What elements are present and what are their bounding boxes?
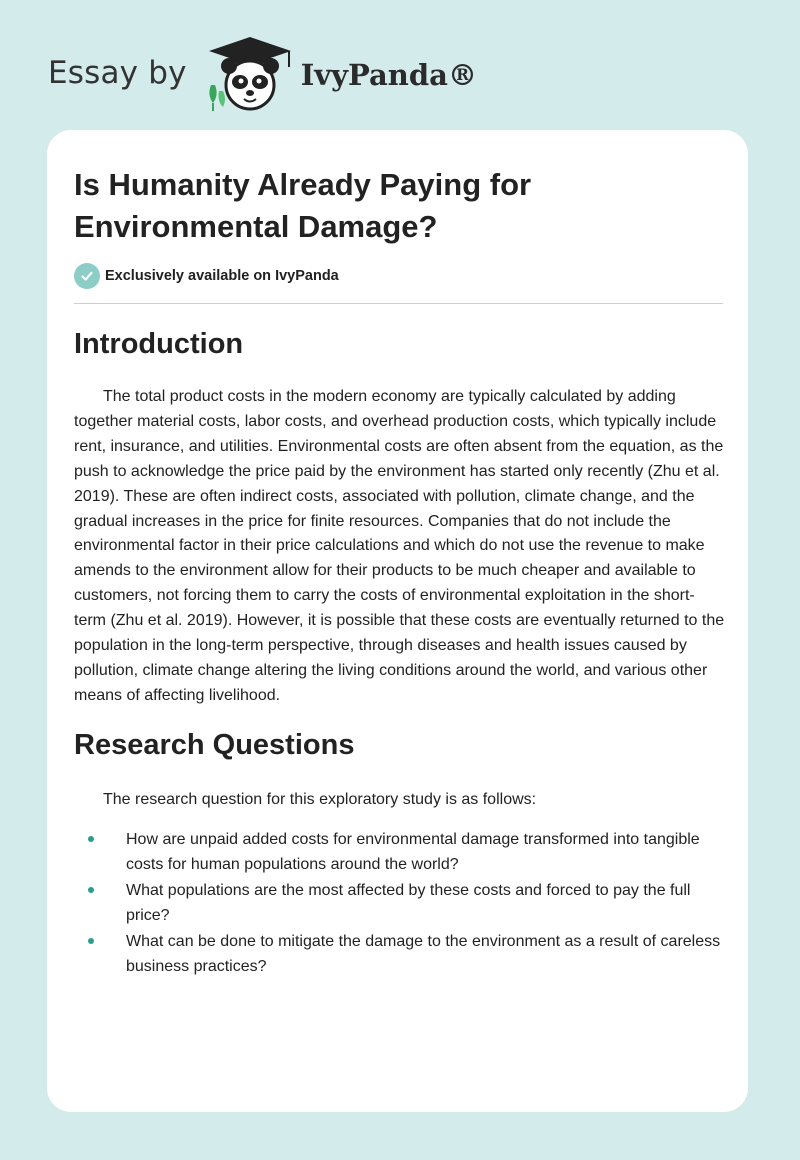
- research-questions-list: [74, 827, 724, 980]
- title-divider: [74, 303, 723, 304]
- list-item-text: What populations are the most affected by these costs and forced to pay the full price?: [126, 882, 691, 924]
- essay-card: [47, 130, 748, 1112]
- exclusive-label: Exclusively available on IvyPanda: [105, 268, 339, 284]
- essay-title: Is Humanity Already Paying for Environmental Damage?: [74, 167, 532, 244]
- list-item: [74, 878, 724, 928]
- introduction-paragraph: The total product costs in the modern economy are typically calculated by adding together material costs, labor costs, and overhead production costs, which typically include rent, insurance, and utilities. Environmental costs are often absent from the equation, as the push to acknowledge the price paid by the environment has started only recently (Zhu et al. 2019). These are often indirect costs, associated with pollution, climate change, and the gradual increases in the price for finite resources. Companies that do not include the environmental factor in their price calculations and which do not use the revenue to make amends to the environment allow for their products to be much cheaper and available to customers, not forcing them to carry the costs of environmental exploitation in the short-term (Zhu et al. 2019). However, it is possible that these costs are eventually returned to the population in the long-term perspective, through diseases and health issues caused by pollution, climate change altering the living conditions around the world, and various other means of affecting livelihood.: [74, 388, 725, 704]
- list-item: [74, 827, 724, 877]
- panda-logo-icon[interactable]: [205, 33, 295, 113]
- site-header: [48, 28, 477, 118]
- bullet-icon: [88, 938, 94, 944]
- brand-name[interactable]: IvyPanda®: [300, 58, 477, 92]
- research-questions-intro: The research question for this exploratory study is as follows:: [103, 791, 537, 808]
- exclusive-badge: [74, 263, 339, 289]
- list-item: [74, 929, 724, 979]
- section-heading-research-questions: Research Questions: [74, 729, 355, 761]
- section-heading-introduction: Introduction: [74, 328, 244, 360]
- essay-by-label: Essay by: [48, 55, 187, 91]
- check-circle-icon: [74, 263, 100, 289]
- bullet-icon: [88, 887, 94, 893]
- bullet-icon: [88, 836, 94, 842]
- list-item-text: How are unpaid added costs for environmental damage transformed into tangible costs for human populations around the world?: [126, 831, 700, 873]
- list-item-text: What can be done to mitigate the damage to the environment as a result of careless business practices?: [126, 933, 721, 975]
